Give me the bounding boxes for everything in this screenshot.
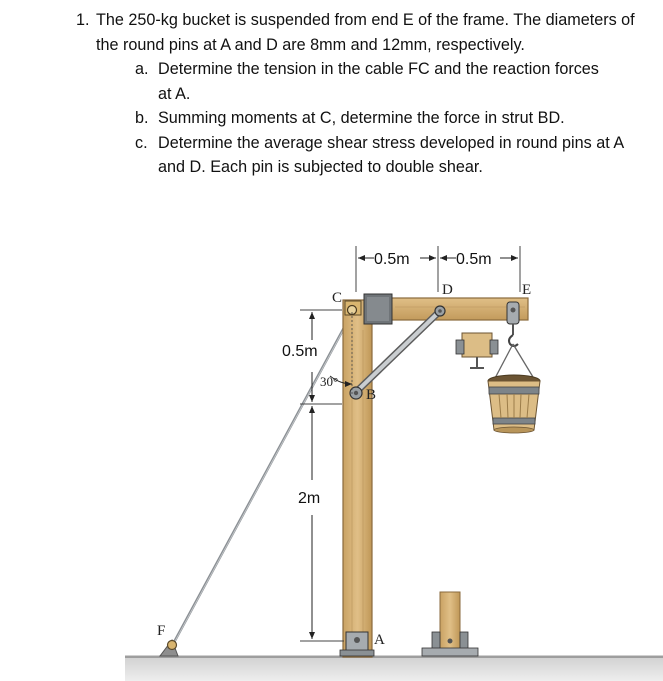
pin-d — [435, 306, 445, 316]
part-text: Determine the average shear stress developed in round pins at A and D. Each pin is subjected to double shear. — [158, 133, 624, 176]
part-letter: c. — [135, 133, 148, 152]
part-letter: a. — [135, 60, 149, 78]
dim-lower-vertical: 2m — [298, 490, 321, 507]
part-text: Summing moments at C, determine the force in strut BD. — [158, 109, 565, 127]
dim-upper-vertical: 0.5m — [282, 343, 318, 360]
angle-label: 30° — [320, 374, 339, 389]
label-d: D — [442, 282, 453, 298]
pin-a-detail — [422, 592, 478, 656]
label-a: A — [374, 632, 385, 648]
corner-bracket-face — [367, 297, 389, 321]
part-letter: b. — [135, 109, 149, 127]
dim-top-right: 0.5m — [456, 251, 492, 268]
cable-fc — [172, 313, 352, 646]
ground — [125, 655, 663, 681]
bucket — [488, 375, 540, 433]
pin-f-support — [160, 640, 178, 656]
part-text: Determine the tension in the cable FC and the reaction forces at A. — [158, 60, 599, 103]
label-c: C — [332, 290, 343, 306]
label-b: B — [366, 387, 377, 403]
pin-d-detail — [456, 333, 498, 368]
dim-top-left: 0.5m — [374, 251, 410, 268]
bucket-hook — [507, 302, 519, 346]
pin-c — [345, 301, 361, 315]
problem-stem: The 250-kg bucket is suspended from end E of the frame. The diameters of the round pins at A and D are 8mm and 12mm, respectively. — [96, 11, 635, 54]
problem-number: 1. — [76, 11, 90, 29]
label-e: E — [522, 282, 532, 298]
label-f: F — [157, 623, 166, 639]
vertical-post — [343, 300, 372, 657]
cable-fc-highlight — [173, 312, 353, 645]
